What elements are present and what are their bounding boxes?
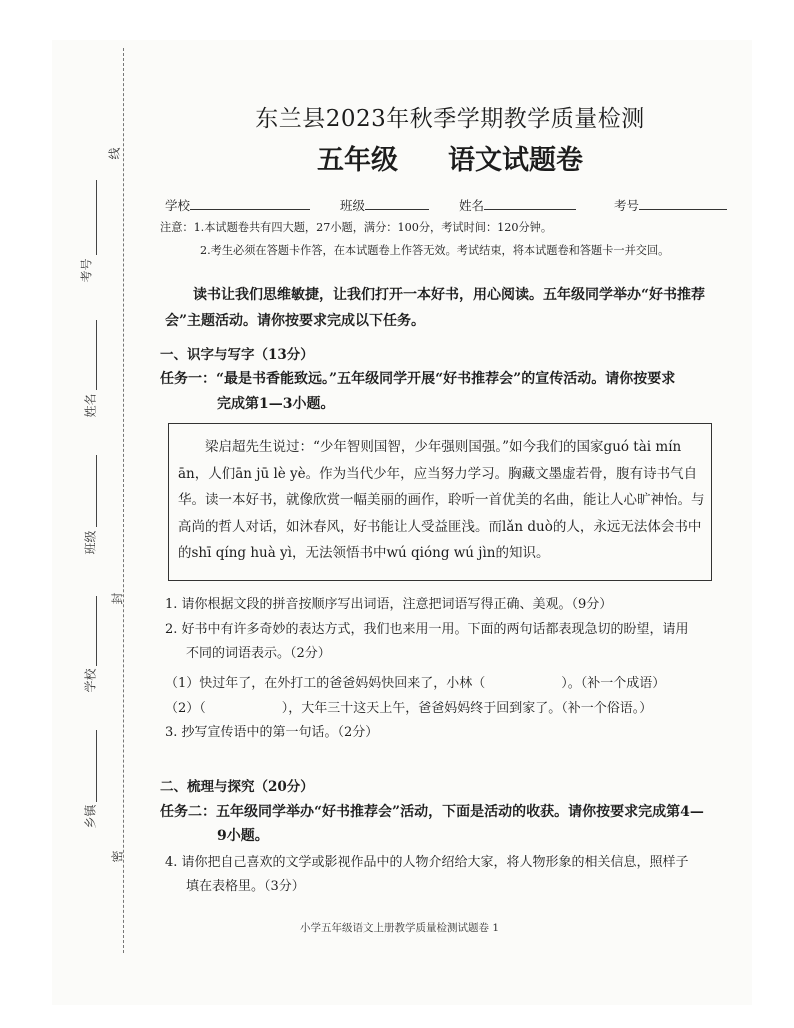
subject-label: 语文试题卷 [448,145,583,176]
side-label-number: 考号 [79,258,94,283]
number-label: 考号 [613,198,639,213]
side-label-school: 学校 [83,668,98,693]
question-4: 4. 请你把自己喜欢的文学或影视作品中的人物介绍给大家，将人物形象的相关信息，照样子 [165,855,689,870]
school-label: 学校 [165,198,191,213]
name-field[interactable] [484,196,576,210]
section1-title: 一、识字与写字（13分） [160,347,314,363]
note-line-1: 注意：1.本试题卷共有四大题，27小题，满分：100分，考试时间：120分钟。 [160,221,553,234]
exam-subtitle [150,138,750,177]
class-label: 班级 [339,198,365,213]
question-2-1-before: （1）快过年了，在外打工的爸爸妈妈快回来了，小林（ [165,676,486,691]
task1-text: 任务一：“最是书香能致远。”五年级同学开展“好书推荐会”的宣传活动。请你按要求 [160,371,676,387]
page-footer: 小学五年级语文上册教学质量检测试题卷 1 [300,922,500,934]
side-label-secret: 密 [110,850,125,863]
question-1: 1. 请你根据文段的拼音按顺序写出词语，注意把词语写得正确、美观。（9分） [165,597,613,612]
side-label-class: 班级 [83,530,98,555]
question-2-2-before: （2）（ [165,701,206,716]
question-4-cont: 填在表格里。（3分） [186,879,305,894]
question-2-2-after: ），大年三十这天上午，爸爸妈妈终于回到家了。（补一个俗语。） [281,701,653,716]
question-2-cont: 不同的词语表示。（2分） [186,646,331,661]
side-label-line: 线 [107,147,122,160]
section2-title: 二、梳理与探究（20分） [160,779,314,795]
side-label-town: 乡镇 [83,804,98,829]
question-3: 3. 抄写宣传语中的第一句话。（2分） [165,725,379,740]
side-label-seal: 封 [110,592,125,605]
side-underline-town [96,730,97,802]
side-underline-school [96,596,97,666]
question-2-2 [165,697,713,721]
number-field[interactable] [639,196,727,210]
task2-text-cont: 9小题。 [217,828,269,844]
question-2-1 [165,672,713,696]
task1-text-cont: 完成第1—3小题。 [217,396,335,412]
side-underline-class [96,455,97,527]
grade-label: 五年级 [317,145,398,176]
binding-dashed-line [123,48,124,953]
side-underline-number [96,180,97,255]
intro-paragraph: 读书让我们思维敏捷，让我们打开一本好书，用心阅读。五年级同学举办“好书推荐会”主题活动。请你按要求完成以下任务。 [165,287,706,329]
class-field[interactable] [365,196,429,210]
note-line-2: 2.考生必须在答题卡作答，在本试题卷上作答无效。考试结束，将本试题卷和答题卡一并交回。 [200,244,670,257]
question-2-1-after: ）。（补一个成语） [561,676,666,691]
school-field[interactable] [190,196,310,210]
name-label: 姓名 [458,198,484,213]
student-info-row [165,196,727,214]
side-underline-name [96,320,97,390]
question-2: 2. 好书中有许多奇妙的表达方式，我们也来用一用。下面的两句话都表现急切的盼望，请用 [165,622,689,637]
passage-text: 梁启超先生说过：“少年智则国智，少年强则国强。”如今我们的国家guó tài mín ān，人们ān jū lè yè。作为当代少年，应当努力学习。胸藏文墨虚若骨，腹有诗书气自华。读一本好书，就像欣赏一幅美丽的画作，聆听一首优美的名曲，能让人心旷神怡。与高尚的哲人对话，如沐春风，好书能让人受益匪浅。而lǎn duò的人，永远无法体会书中的shī qíng huà yì，无法领悟书中wú qióng wú jìn的知识。 [178,439,705,561]
side-label-name: 姓名 [83,393,98,418]
task2-text: 任务二：五年级同学举办“好书推荐会”活动，下面是活动的收获。请你按要求完成第4— [160,804,704,820]
exam-title: 东兰县2023年秋季学期教学质量检测 [255,106,645,132]
